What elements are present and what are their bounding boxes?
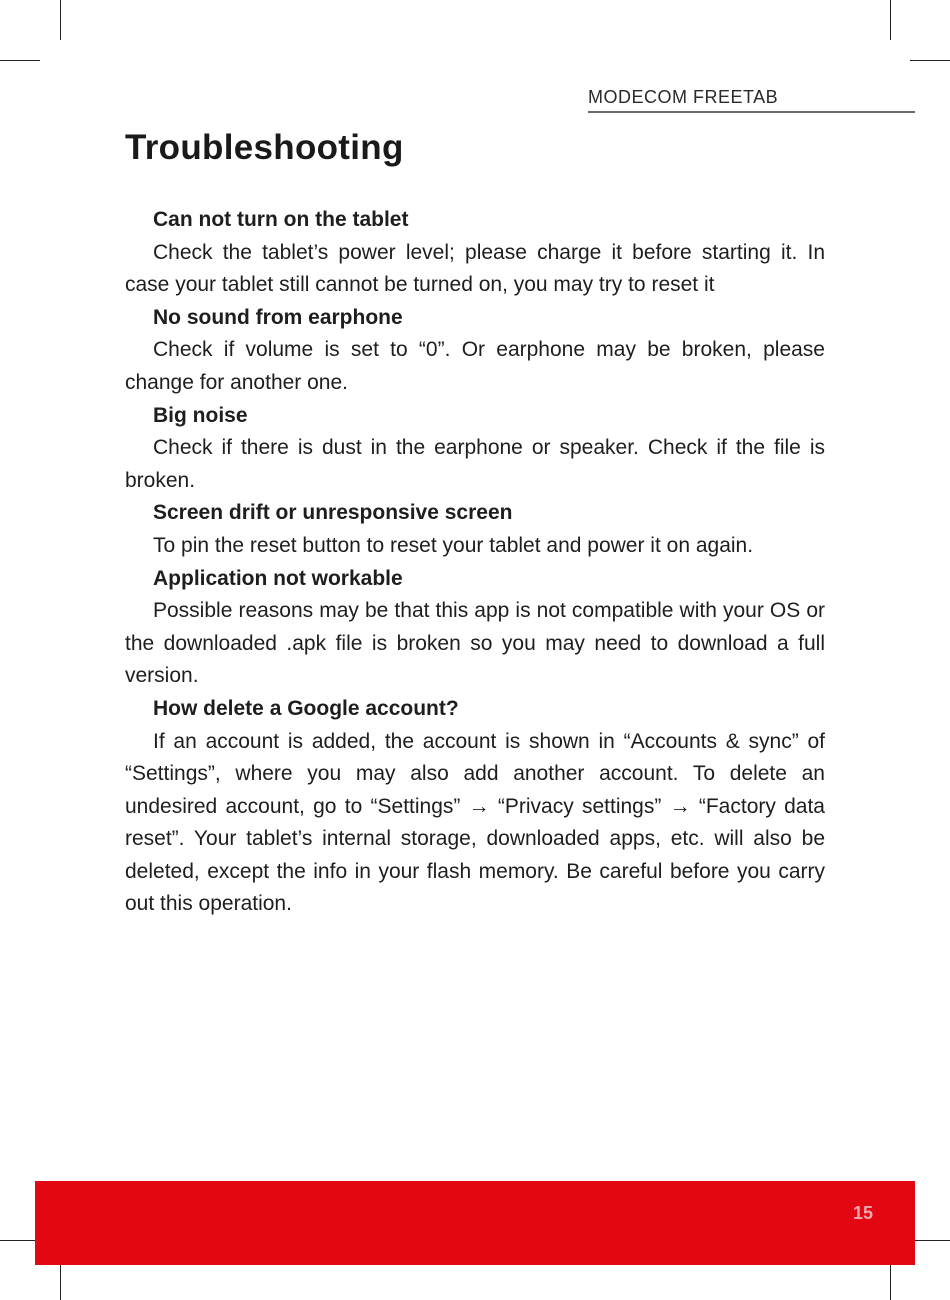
crop-mark [0,60,40,61]
page-title: Troubleshooting [125,128,404,167]
header-rule [588,111,915,113]
section-body: Check if there is dust in the earphone or speaker. Check if the file is broken. [125,436,825,492]
crop-mark [60,1260,61,1300]
crop-mark [0,1240,40,1241]
crop-mark [910,1240,950,1241]
section-heading: No sound from earphone [153,305,403,329]
section-heading: Big noise [153,403,248,427]
troubleshooting-content [125,204,825,921]
section-heading: Can not turn on the tablet [153,208,409,231]
crop-mark [910,60,950,61]
crop-mark [890,1260,891,1300]
section-heading: Screen drift or unresponsive screen [153,501,513,525]
crop-mark [60,0,61,40]
page-number: 15 [852,1203,873,1223]
section-body: Possible reasons may be that this app is not compatible with your OS or the downloaded .apk file is broken so you may need to download a full version. [125,599,825,688]
crop-mark [890,0,891,40]
running-header: MODECOM FREETAB [588,87,779,107]
footer-band [35,1181,915,1265]
section-body: Check the tablet’s power level; please charge it before starting it. In case your tablet still cannot be turned on, you may try to reset it [125,240,825,297]
section-body: To pin the reset button to reset your tablet and power it on again. [153,533,754,557]
section-body: If an account is added, the account is shown in “Accounts & sync” of “Settings”, where you may also add another account. To delete an undesired account, go to “Settings” → “Privacy settings” → “Factory data reset”. Your tablet’s internal storage, downloaded apps, etc. will also be deleted, except the info in your flash memory. Be careful before you carry out this operation. [125,729,825,916]
section-body: Check if volume is set to “0”. Or earphone may be broken, please change for another one. [125,338,825,394]
section-heading: How delete a Google account? [153,696,459,720]
section-heading: Application not workable [153,566,403,590]
